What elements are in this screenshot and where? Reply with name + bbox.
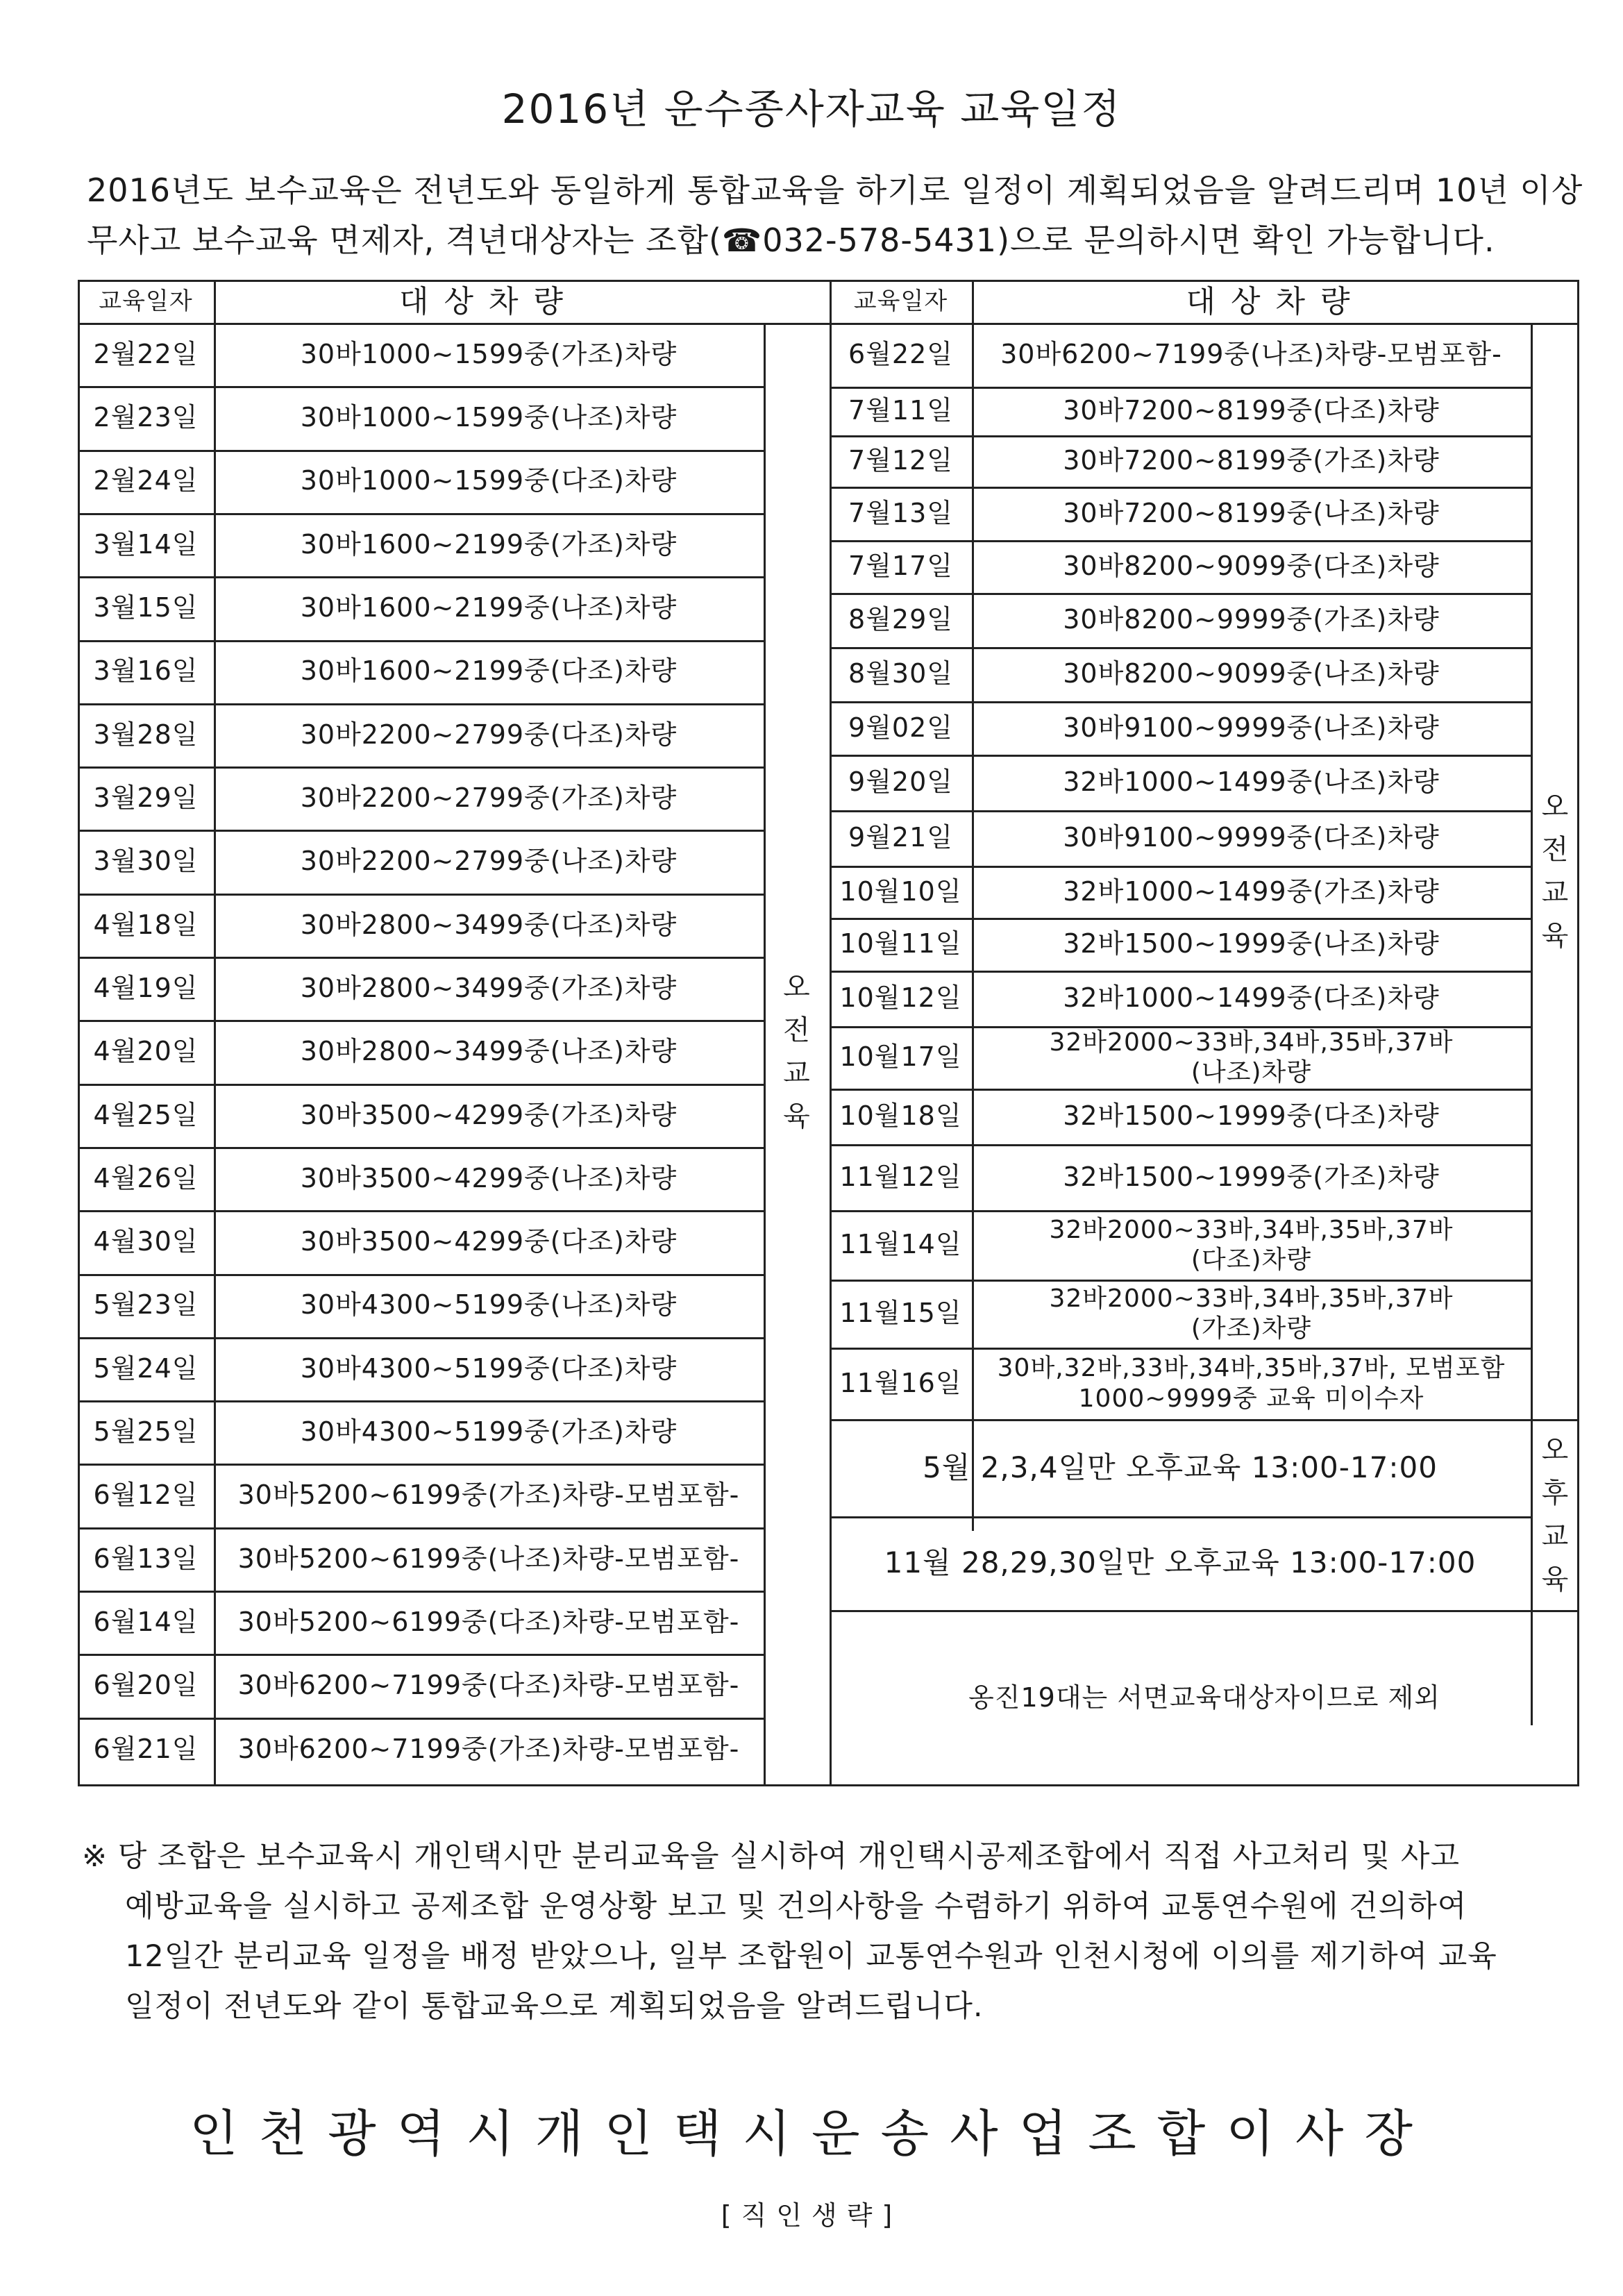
left-row-target: 30바2200~2799중(다조)차량 [300, 719, 678, 750]
right-am-label-char: 오 [1541, 790, 1569, 823]
right-row-date: 11월15일 [839, 1298, 962, 1329]
left-row-target: 30바2800~3499중(다조)차량 [300, 909, 678, 940]
left-row-target: 30바5200~6199중(나조)차량-모범포함- [237, 1543, 740, 1574]
pm-row: 5월 2,3,4일만 오후교육 13:00-17:00 [923, 1450, 1438, 1484]
right-row-date: 8월29일 [848, 604, 953, 635]
left-row-date: 6월13일 [93, 1543, 199, 1574]
right-row-date: 7월12일 [848, 445, 953, 476]
header-date-right: 교육일자 [853, 287, 948, 315]
right-row-date: 10월10일 [839, 875, 962, 907]
right-pm-label [1531, 1419, 1579, 1610]
right-row-date: 10월11일 [839, 928, 962, 960]
right-pm-label-char: 후 [1541, 1477, 1569, 1509]
left-row-target: 30바1000~1599중(나조)차량 [300, 402, 678, 433]
left-row-target: 30바2800~3499중(가조)차량 [300, 972, 678, 1003]
right-row-target: 32바2000~33바,34바,35바,37바 (가조)차량 [1049, 1284, 1454, 1343]
right-pm-label-char: 교 [1541, 1520, 1569, 1552]
left-row-target: 30바5200~6199중(가조)차량-모범포함- [237, 1480, 740, 1511]
left-row-target: 30바2200~2799중(가조)차량 [300, 782, 678, 814]
right-row-target: 30바7200~8199중(가조)차량 [1063, 445, 1440, 476]
left-row-date: 4월20일 [93, 1036, 199, 1067]
right-row-target: 30바8200~9999중(가조)차량 [1063, 604, 1440, 635]
right-row-target: 30바7200~8199중(나조)차량 [1063, 497, 1440, 528]
right-row-target: 32바2000~33바,34바,35바,37바 (나조)차량 [1049, 1028, 1454, 1087]
left-row-date: 6월12일 [93, 1480, 199, 1511]
left-row-target: 30바1000~1599중(가조)차량 [300, 338, 678, 369]
right-am-label-char: 교 [1541, 876, 1569, 909]
left-row-date: 3월14일 [93, 528, 199, 560]
right-row-target: 30바6200~7199중(나조)차량-모범포함- [1000, 339, 1502, 370]
right-row-date: 11월12일 [839, 1161, 962, 1192]
right-row-date: 9월21일 [848, 822, 953, 853]
left-am-label-char: 전 [783, 1014, 810, 1046]
left-row-target: 30바3500~4299중(다조)차량 [300, 1226, 678, 1257]
left-row-target: 30바3500~4299중(나조)차량 [300, 1162, 678, 1193]
left-row-target: 30바2800~3499중(나조)차량 [300, 1036, 678, 1067]
footer-row: 옹진19대는 서면교육대상자이므로 제외 [968, 1682, 1440, 1713]
right-am-label-char: 전 [1541, 833, 1569, 866]
left-row-target: 30바3500~4299중(가조)차량 [300, 1099, 678, 1130]
right-row-target: 32바1500~1999중(나조)차량 [1063, 928, 1440, 960]
right-pm-label-char: 오 [1541, 1434, 1569, 1466]
left-row-date: 6월14일 [93, 1606, 199, 1637]
left-row-target: 30바1600~2199중(가조)차량 [300, 528, 678, 560]
right-row-date: 11월16일 [839, 1367, 962, 1398]
left-row-target: 30바1600~2199중(나조)차량 [300, 592, 678, 623]
seal-note: [직인생략] [721, 2200, 902, 2231]
note-line-2: 예방교육을 실시하고 공제조합 운영상황 보고 및 건의사항을 수렴하기 위하여 교통연수원에 건의하여 [125, 1889, 1468, 1924]
left-am-label-char: 교 [783, 1057, 810, 1089]
note-line-3: 12일간 분리교육 일정을 배정 받았으나, 일부 조합원이 교통연수원과 인천시청에 이의를 제기하여 교육 [125, 1939, 1497, 1974]
note-line-4: 일정이 전년도와 같이 통합교육으로 계획되었음을 알려드립니다. [125, 1989, 984, 2024]
right-row-date: 10월17일 [839, 1041, 962, 1073]
left-row-target: 30바1000~1599중(다조)차량 [300, 465, 678, 496]
right-row-date: 7월11일 [848, 395, 953, 426]
left-row-date: 3월28일 [93, 719, 199, 750]
left-row-target: 30바2200~2799중(나조)차량 [300, 846, 678, 877]
left-row-date: 5월25일 [93, 1416, 199, 1448]
left-row-target: 30바4300~5199중(나조)차량 [300, 1289, 678, 1321]
left-row-date: 4월30일 [93, 1226, 199, 1257]
right-row-target: 30바8200~9099중(나조)차량 [1063, 658, 1440, 689]
right-row-date: 7월13일 [848, 497, 953, 528]
left-row-date: 2월24일 [93, 465, 199, 496]
header-target-left: 대상차량 [398, 283, 578, 319]
intro-line-1: 2016년도 보수교육은 전년도와 동일하게 통합교육을 하기로 일정이 계획되었음을 알려드리며 10년 이상 [87, 171, 1583, 209]
right-row-date: 11월14일 [839, 1229, 962, 1260]
right-row-date: 7월17일 [848, 551, 953, 582]
right-row-date: 6월22일 [848, 339, 953, 370]
left-row-target: 30바1600~2199중(다조)차량 [300, 655, 678, 687]
left-row-date: 3월16일 [93, 655, 199, 687]
pm-row: 11월 28,29,30일만 오후교육 13:00-17:00 [884, 1545, 1477, 1580]
left-am-label-char: 오 [783, 971, 810, 1003]
left-row-target: 30바6200~7199중(가조)차량-모범포함- [237, 1733, 740, 1764]
left-row-target: 30바4300~5199중(가조)차량 [300, 1416, 678, 1448]
left-row-date: 4월18일 [93, 909, 199, 940]
right-row-target: 32바1000~1499중(가조)차량 [1063, 875, 1440, 907]
left-row-date: 3월15일 [93, 592, 199, 623]
left-am-label [764, 323, 830, 1781]
right-row-target: 30바8200~9099중(다조)차량 [1063, 551, 1440, 582]
intro-line-2: 무사고 보수교육 면제자, 격년대상자는 조합(☎032-578-5431)으로 문의하시면 확인 가능합니다. [87, 221, 1495, 259]
right-row-date: 10월12일 [839, 982, 962, 1014]
left-row-target: 30바4300~5199중(다조)차량 [300, 1352, 678, 1384]
right-row-target: 32바1000~1499중(나조)차량 [1063, 766, 1440, 798]
left-row-date: 5월23일 [93, 1289, 199, 1321]
right-row-target: 30바9100~9999중(나조)차량 [1063, 712, 1440, 743]
right-am-label-char: 육 [1541, 919, 1569, 952]
left-row-date: 6월21일 [93, 1733, 199, 1764]
right-row-date: 9월20일 [848, 766, 953, 798]
right-row-target: 30바,32바,33바,34바,35바,37바, 모범포함 1000~9999중 교육 미이수자 [997, 1354, 1506, 1413]
left-row-date: 2월23일 [93, 402, 199, 433]
left-row-date: 5월24일 [93, 1352, 199, 1384]
right-row-target: 30바9100~9999중(다조)차량 [1063, 822, 1440, 853]
right-am-label [1531, 323, 1579, 1419]
page-title: 2016년 운수종사자교육 교육일정 [501, 85, 1122, 133]
left-am-label-char: 육 [783, 1100, 810, 1132]
left-row-target: 30바5200~6199중(다조)차량-모범포함- [237, 1606, 740, 1637]
left-row-target: 30바6200~7199중(다조)차량-모범포함- [237, 1670, 740, 1701]
right-row-date: 10월18일 [839, 1100, 962, 1132]
right-row-target: 32바1500~1999중(가조)차량 [1063, 1161, 1440, 1192]
header-target-right: 대상차량 [1186, 283, 1365, 319]
left-row-date: 3월29일 [93, 782, 199, 814]
left-row-date: 4월26일 [93, 1162, 199, 1193]
right-row-date: 8월30일 [848, 658, 953, 689]
left-row-date: 3월30일 [93, 846, 199, 877]
right-pm-label-char: 육 [1541, 1563, 1569, 1595]
right-row-target: 32바2000~33바,34바,35바,37바 (다조)차량 [1049, 1215, 1454, 1274]
left-row-date: 4월25일 [93, 1099, 199, 1130]
right-row-target: 32바1000~1499중(다조)차량 [1063, 982, 1440, 1014]
right-row-date: 9월02일 [848, 712, 953, 743]
header-date-left: 교육일자 [99, 287, 193, 315]
right-row-target: 32바1500~1999중(다조)차량 [1063, 1100, 1440, 1132]
left-row-date: 6월20일 [93, 1670, 199, 1701]
signature: 인천광역시개인택시운송사업조합이사장 [190, 2104, 1433, 2163]
left-row-date: 4월19일 [93, 972, 199, 1003]
right-row-target: 30바7200~8199중(다조)차량 [1063, 395, 1440, 426]
left-row-date: 2월22일 [93, 338, 199, 369]
note-line-1: ※ 당 조합은 보수교육시 개인택시만 분리교육을 실시하여 개인택시공제조합에서 직접 사고처리 및 사고 [82, 1839, 1460, 1874]
